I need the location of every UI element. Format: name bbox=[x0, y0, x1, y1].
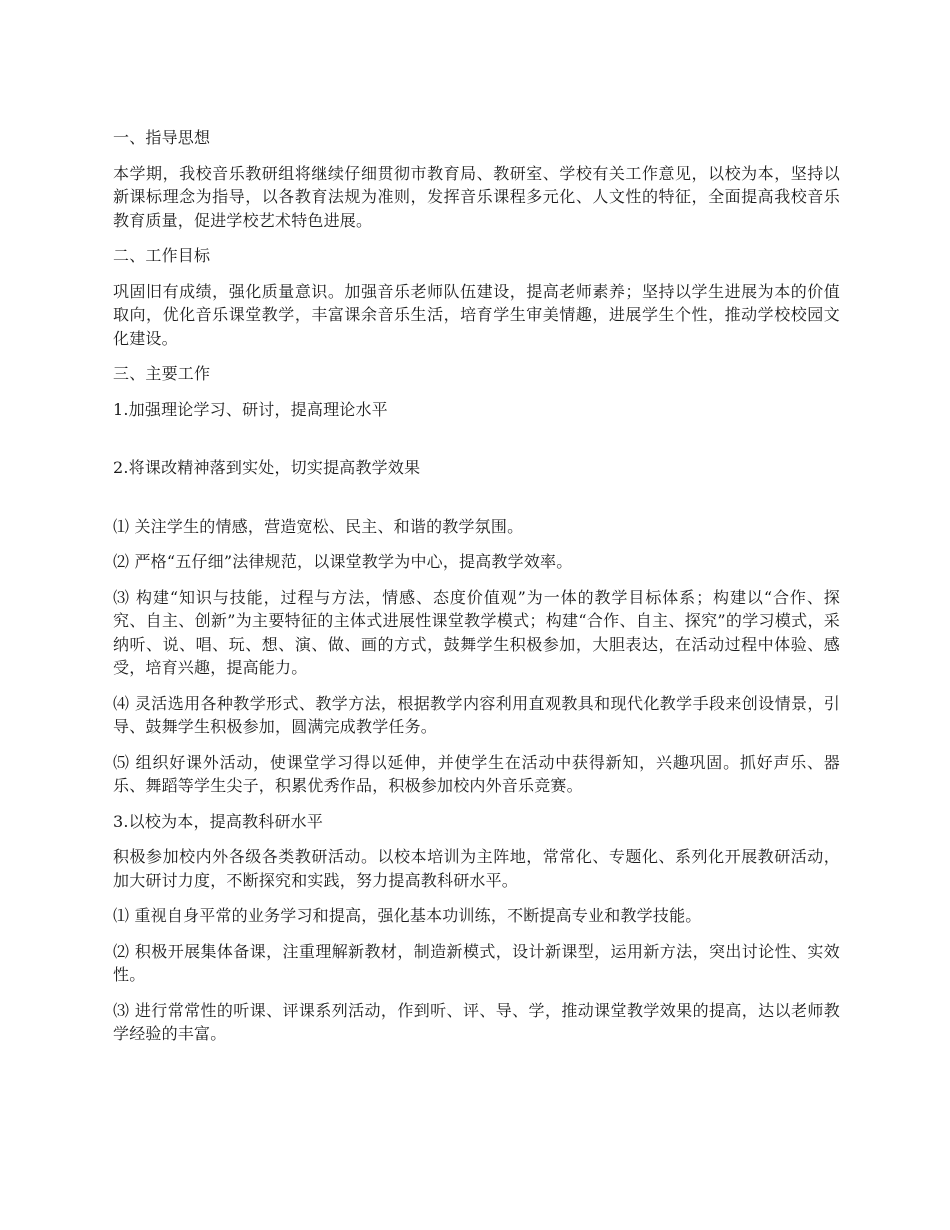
section-heading-main-work: 三、主要工作 bbox=[113, 364, 211, 383]
list-item: ⑸ 组织好课外活动，使课堂学习得以延伸，并使学生在活动中获得新知，兴趣巩固。抓好声乐、器乐、舞蹈等学生尖子，积累优秀作品，积极参加校内外音乐竞赛。 bbox=[113, 752, 840, 795]
spacer bbox=[113, 433, 840, 456]
section-heading-guiding-ideology: 一、指导思想 bbox=[113, 128, 211, 147]
paragraph-research-level: 积极参加校内外各级各类教研活动。以校本培训为主阵地，常常化、专题化、系列化开展教研活动，加大研讨力度，不断探究和实践，努力提高教科研水平。 bbox=[113, 847, 840, 890]
section-heading-work-goals: 二、工作目标 bbox=[113, 246, 211, 265]
paragraph-work-goals: 巩固旧有成绩，强化质量意识。加强音乐老师队伍建设，提高老师素养；坚持以学生进展为本的价值取向，优化音乐课堂教学，丰富课余音乐生活，培育学生审美情趣，进展学生个性，推动学校校园文化建设。 bbox=[113, 281, 840, 348]
list-item: ⑷ 灵活选用各种教学形式、教学方法，根据教学内容利用直观教具和现代化教学手段来创设情景，引导、鼓舞学生积极参加，圆满完成教学任务。 bbox=[113, 693, 840, 736]
list-item: ⑴ 关注学生的情感，营造宽松、民主、和谐的教学氛围。 bbox=[113, 516, 524, 536]
list-item: ⑶ 进行常常性的听课、评课系列活动，作到听、评、导、学，推动课堂教学效果的提高，达以老师教学经验的丰富。 bbox=[113, 1000, 840, 1043]
subheading-theory-study: 1.加强理论学习、研讨，提高理论水平 bbox=[113, 399, 388, 419]
list-item: ⑴ 重视自身平常的业务学习和提高，强化基本功训练，不断提高专业和教学技能。 bbox=[113, 906, 702, 925]
paragraph-guiding-ideology: 本学期，我校音乐教研组将继续仔细贯彻市教育局、教研室、学校有关工作意见，以校为本，坚持以新课标理念为指导，以各教育法规为准则，发挥音乐课程多元化、人文性的特征，全面提高我校音乐教育质量，促进学校艺术特色进展。 bbox=[113, 163, 840, 230]
list-item: ⑵ 严格“五仔细”法律规范，以课堂教学为中心，提高教学效率。 bbox=[113, 552, 573, 571]
subheading-curriculum-reform: 2.将课改精神落到实处，切实提高教学效果 bbox=[113, 458, 421, 477]
document-page bbox=[113, 126, 840, 1058]
subheading-research-level: 3.以校为本，提高教科研水平 bbox=[113, 811, 324, 831]
list-item: ⑶ 构建“知识与技能，过程与方法，情感、态度价值观”为一体的教学目标体系；构建以“合作、探究、自主、创新”为主要特征的主体式进展性课堂教学模式；构建“合作、自主、探究”的学习模式，采纳听、说、唱、玩、想、演、做、画的方式，鼓舞学生积极参加，大胆表达，在活动过程中体验、感受，培育兴趣，提高能力。 bbox=[113, 587, 840, 677]
spacer bbox=[113, 492, 840, 515]
list-item: ⑵ 积极开展集体备课，注重理解新教材，制造新模式，设计新课型，运用新方法，突出讨论性、实效性。 bbox=[113, 941, 840, 984]
